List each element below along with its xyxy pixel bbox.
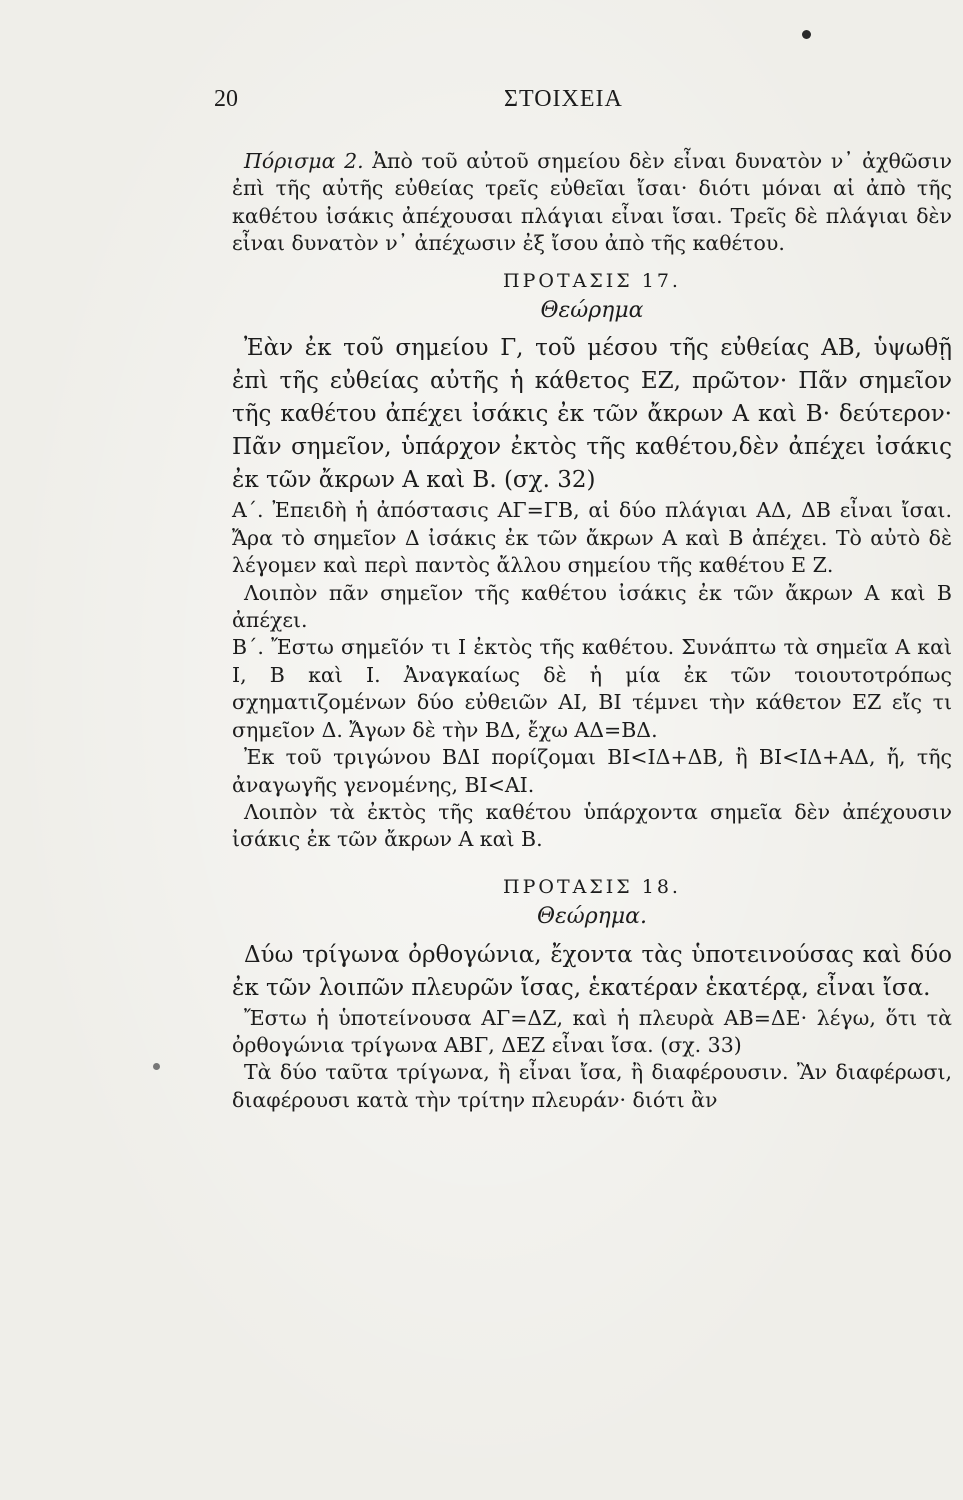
page-number: 20 — [214, 86, 238, 112]
protasis-18-proof-2: Τὰ δύο ταῦτα τρίγωνα, ἢ εἶναι ἴσα, ἢ διαφέρουσιν. Ἂν διαφέρωσι, διαφέρουσι κατὰ τὴν τρίτην πλευράν· διότι ἂν — [232, 1060, 952, 1112]
protasis-17-heading: ΠΡΟΤΑΣΙΣ 17. — [503, 269, 681, 292]
protasis-17-proof-a: Α΄. Ἐπειδὴ ἡ ἀπόστασις ΑΓ=ΓΒ, αἱ δύο πλάγιαι ΑΔ, ΔΒ εἶναι ἴσαι. Ἄρα τὸ σημεῖον Δ ἰσάκις ἐκ τῶν ἄκρων Α καὶ Β ἀπέχει. Τὸ αὐτὸ δὲ λέγομεν καὶ περὶ παντὸς ἄλλου σημείου τῆς καθέτου Ε Ζ. — [232, 498, 952, 578]
protasis-17-proof-b: Β΄. Ἔστω σημεῖόν τι Ι ἐκτὸς τῆς καθέτου. Συνάπτω τὰ σημεῖα Α καὶ Ι, Β καὶ Ι. Ἀναγκαίως δὲ ἡ μία ἐκ τῶν τοιουτοτρόπως σχηματιζομένων δύο εὐθειῶν ΑΙ, ΒΙ τέμνει τὴν κάθετον ΕΖ εἴς τι σημεῖον Δ. Ἄγων δὲ τὴν ΒΔ, ἔχω ΑΔ=ΒΔ. — [232, 635, 952, 742]
protasis-18-proof-1: Ἔστω ἡ ὑποτείνουσα ΑΓ=ΔΖ, καὶ ἡ πλευρὰ ΑΒ=ΔΕ· λέγω, ὅτι τὰ ὀρθογώνια τρίγωνα ΑΒΓ, ΔΕΖ εἶναι ἴσα. (σχ. 33) — [232, 1005, 952, 1057]
porisma-text: Ἀπὸ τοῦ αὐτοῦ σημείου δὲν εἶναι δυνατὸν ν᾽ ἀχθῶσιν ἐπὶ τῆς αὐτῆς εὐθείας τρεῖς εὐθεῖαι ἴσαι· διότι μόναι αἱ ἀπὸ τῆς καθέτου ἰσάκις ἀπέχουσαι πλάγιαι εἶναι ἴσαι. Τρεῖς δὲ πλάγιαι δὲν εἶναι δυνατὸν ν᾽ ἀπέχωσιν ἐξ ἴσου ἀπὸ τῆς καθέτου. — [232, 149, 952, 256]
page-header — [214, 86, 734, 126]
protasis-17-proof-b-conclusion: Λοιπὸν τὰ ἐκτὸς τῆς καθέτου ὑπάρχοντα σημεῖα δὲν ἀπέχουσιν ἰσάκις ἐκ τῶν ἄκρων Α καὶ Β. — [232, 799, 952, 852]
protasis-17-statement: Ἐὰν ἐκ τοῦ σημείου Γ, τοῦ μέσου τῆς εὐθείας ΑΒ, ὑψωθῇ ἐπὶ τῆς εὐθείας αὐτῆς ἡ κάθετος ΕΖ, πρῶτον· Πᾶν σημεῖον τῆς καθέτου ἀπέχει ἰσάκις ἐκ τῶν ἄκρων Α καὶ Β· δεύτερον· Πᾶν σημεῖον, ὑπάρχον ἐκτὸς τῆς καθέτου,δὲν ἀπέχει ἰσάκις ἐκ τῶν ἄκρων Α καὶ Β. (σχ. 32) — [232, 335, 952, 494]
porisma-paragraph — [232, 148, 952, 258]
protasis-17-proof-b-inequality: Ἐκ τοῦ τριγώνου ΒΔΙ πορίζομαι ΒΙ<ΙΔ+ΔΒ, ἢ ΒΙ<ΙΔ+ΑΔ, ἤ, τῆς ἀναγωγῆς γενομένης, ΒΙ<ΑΙ. — [232, 745, 952, 797]
protasis-18-subheading: Θεώρημα. — [536, 904, 648, 930]
ink-speck — [802, 30, 811, 39]
porisma-label: Πόρισμα 2. — [244, 149, 364, 173]
page-body — [232, 148, 952, 1114]
protasis-17-subheading: Θεώρημα — [540, 298, 644, 324]
running-head: ΣΤΟΙΧΕΙΑ — [504, 86, 623, 112]
protasis-18-heading: ΠΡΟΤΑΣΙΣ 18. — [503, 875, 681, 898]
protasis-17-proof-a-conclusion: Λοιπὸν πᾶν σημεῖον τῆς καθέτου ἰσάκις ἐκ τῶν ἄκρων Α καὶ Β ἀπέχει. — [232, 580, 952, 633]
protasis-18-statement: Δύω τρίγωνα ὀρθογώνια, ἔχοντα τὰς ὑποτεινούσας καὶ δύο ἐκ τῶν λοιπῶν πλευρῶν ἴσας, ἑκατέραν ἑκατέρᾳ, εἶναι ἴσα. — [232, 941, 952, 1001]
ink-speck — [153, 1063, 160, 1070]
section-gap — [232, 854, 952, 864]
